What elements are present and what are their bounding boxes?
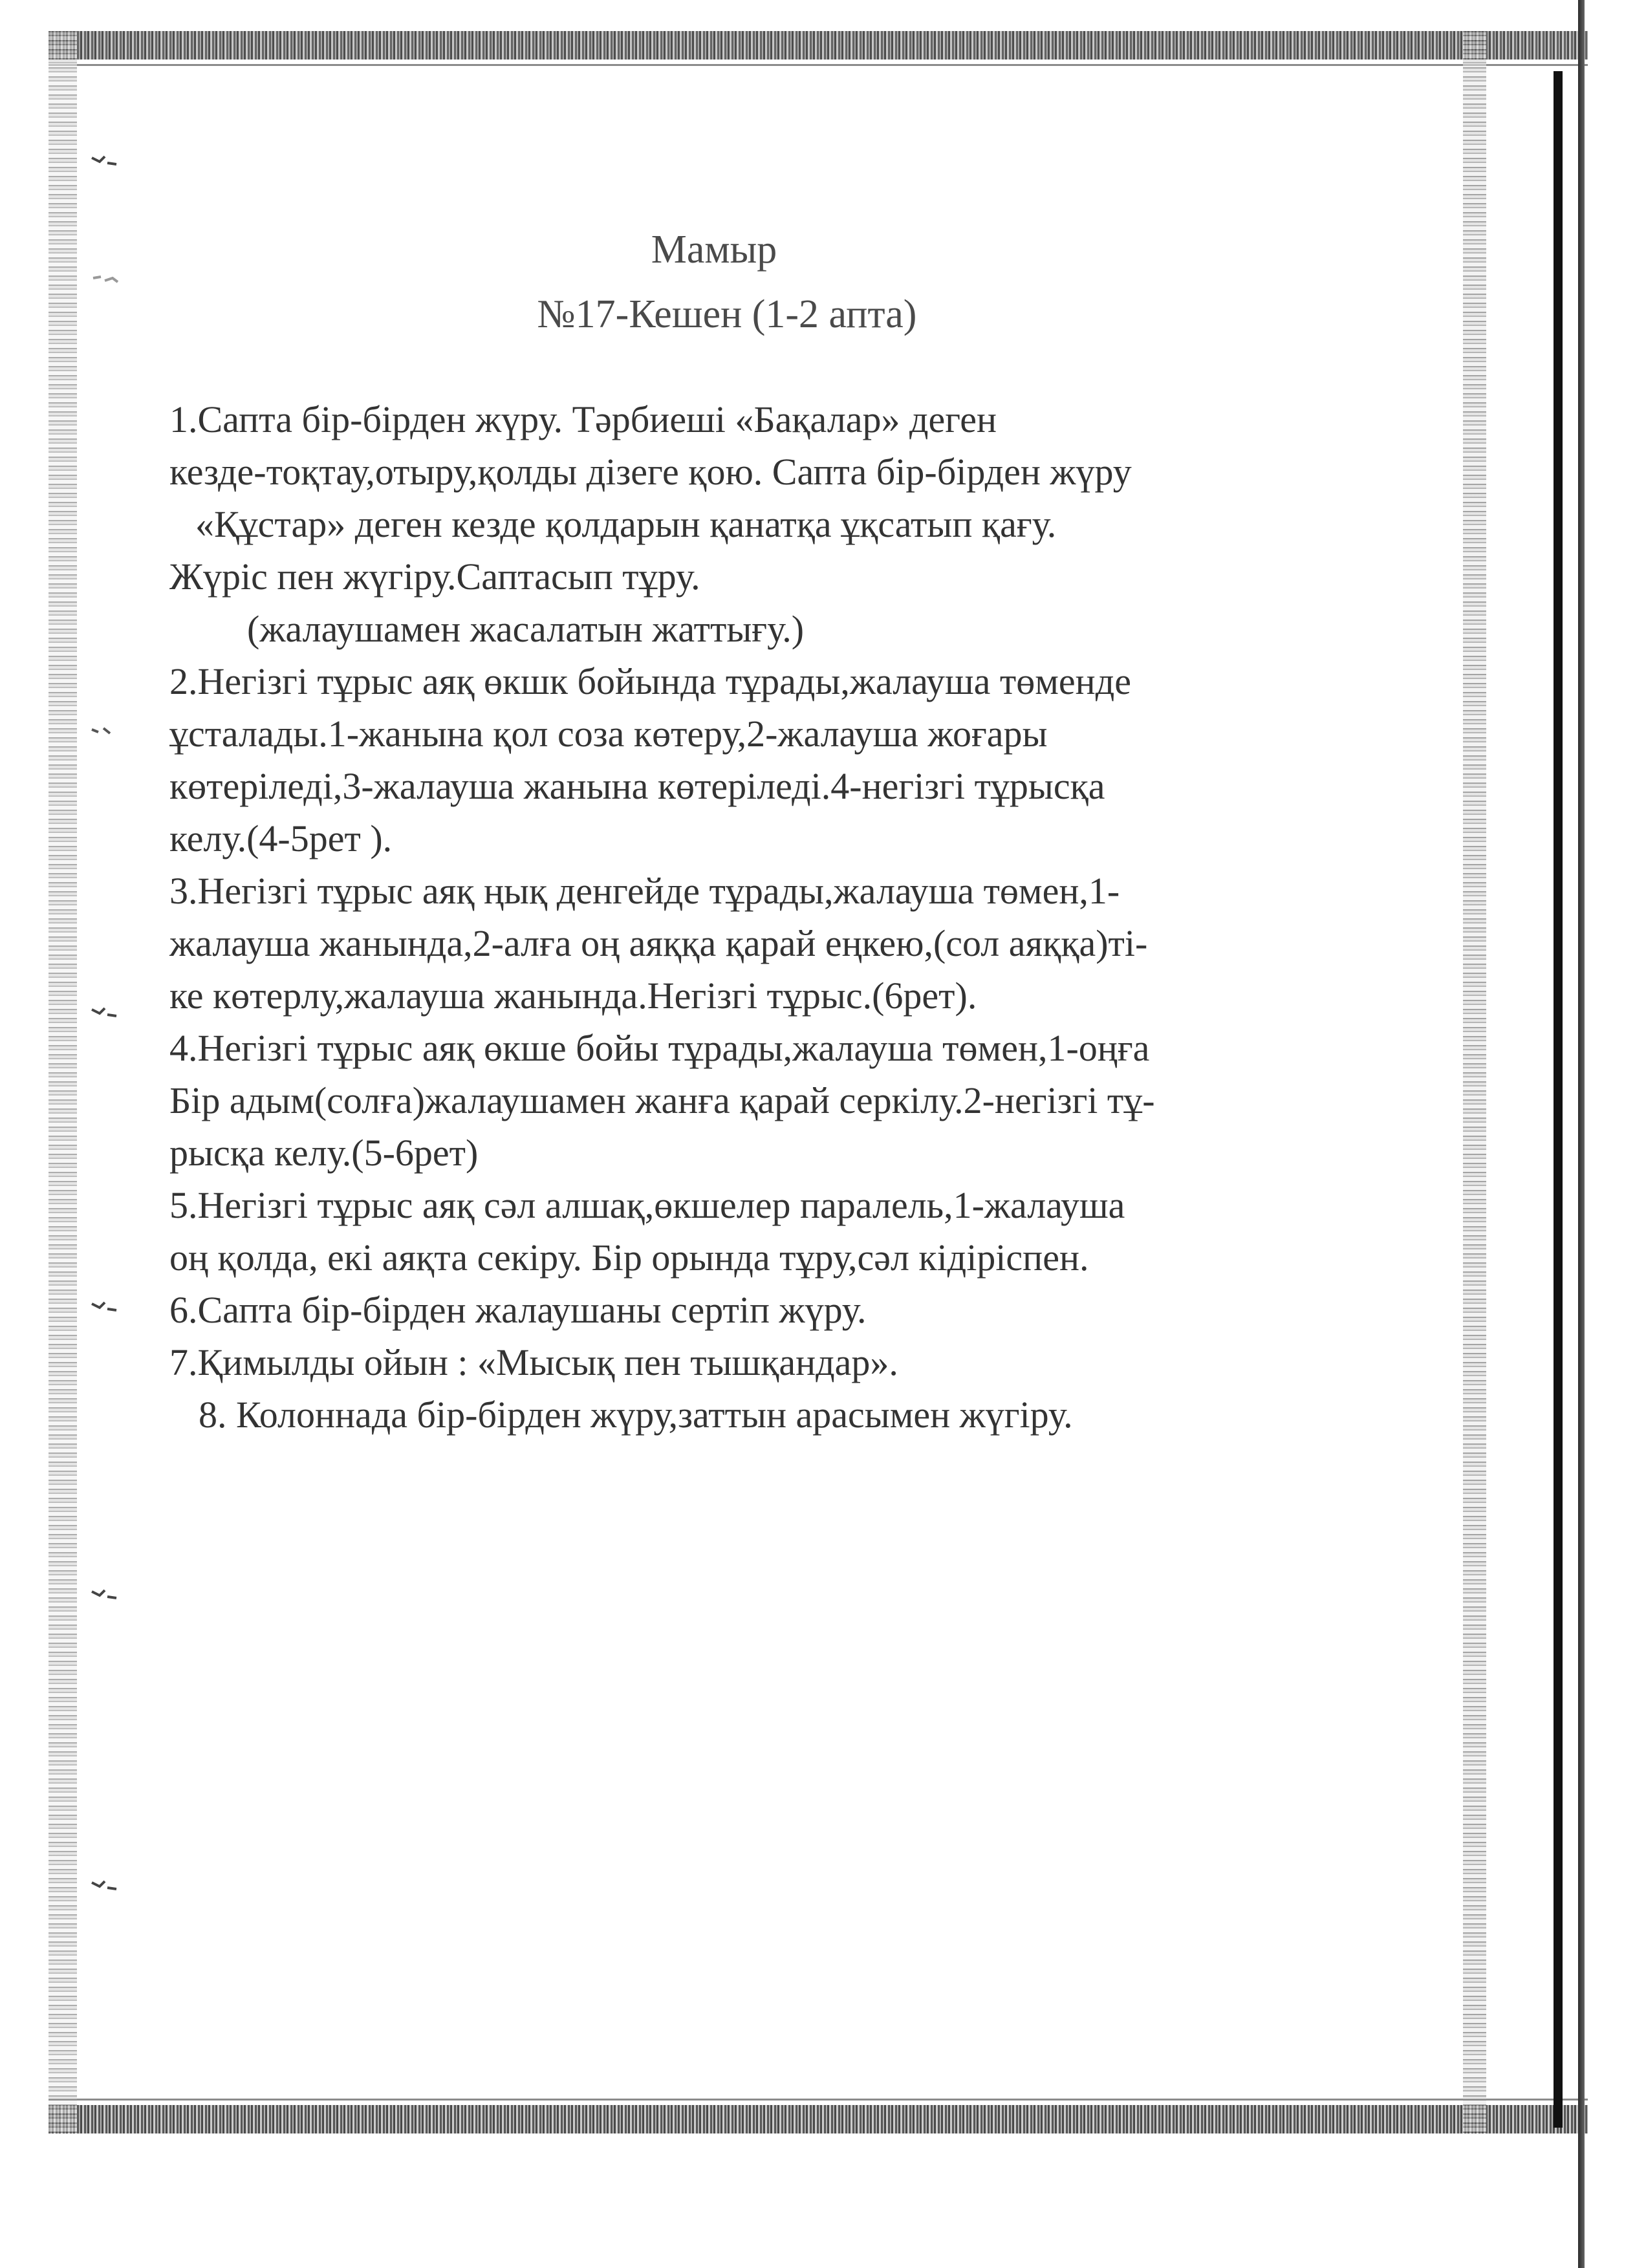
scan-edge-shadow	[1578, 0, 1585, 2268]
body-line: рысқа келу.(5-6рет)	[169, 1132, 479, 1174]
document-title-complex: №17-Кешен (1-2 апта)	[537, 292, 917, 336]
document-title-month: Мамыр	[651, 228, 777, 272]
body-line: Бір адым(солға)жалаушамен жанға қарай серкілу.2-негізгі тұ-	[169, 1079, 1155, 1121]
page-frame-right	[1463, 31, 1486, 2133]
body-line: ұсталады.1-жанына қол соза көтеру,2-жалауша жоғары	[169, 713, 1048, 755]
punch-hole-mark-icon	[91, 724, 136, 740]
body-line: оң қолда, екі аяқта секіру. Бір орында тұру,сәл кідіріспен.	[169, 1237, 1089, 1279]
body-line: 7.Қимылды ойын : «Мысық пен тышқандар».	[169, 1341, 898, 1383]
page-frame-bottom	[49, 2105, 1588, 2133]
page-frame-left	[49, 31, 77, 2133]
body-line: кезде-тоқтау,отыру,қолды дізеге қою. Сапта бір-бірден жүру	[169, 451, 1132, 493]
body-line: Жүріс пен жүгіру.Саптасып тұру.	[169, 556, 700, 598]
punch-hole-mark-icon	[91, 1588, 136, 1603]
body-line: «Құстар» деген кезде қолдарын қанатқа ұқсатып қағу.	[195, 503, 1057, 545]
scan-edge-bar	[1554, 71, 1563, 2128]
body-line: 3.Негізгі тұрыс аяқ ңық денгейде тұрады,жалауша төмен,1-	[169, 870, 1120, 912]
document-body	[169, 393, 1437, 1441]
punch-hole-mark-icon	[91, 1879, 136, 1894]
page-frame-top	[49, 31, 1588, 59]
body-line: 1.Сапта бір-бірден жүру. Тәрбиеші «Бақалар» деген	[169, 398, 997, 440]
body-line: (жалаушамен жасалатын жаттығу.)	[247, 608, 805, 650]
punch-hole-mark-icon	[91, 272, 136, 287]
body-line: көтеріледі,3-жалауша жанына көтеріледі.4-негізгі тұрысқа	[169, 765, 1105, 807]
body-line: 4.Негізгі тұрыс аяқ өкше бойы тұрады,жалауша төмен,1-оңға	[169, 1027, 1150, 1069]
punch-hole-mark-icon	[91, 1006, 136, 1021]
body-line: 8. Колоннада бір-бірден жүру,заттын арасымен жүгіру.	[199, 1394, 1073, 1436]
body-line: 5.Негізгі тұрыс аяқ сәл алшақ,өкшелер паралель,1-жалауша	[169, 1184, 1125, 1226]
body-line: жалауша жанында,2-алға оң аяққа қарай еңкею,(сол аяққа)ті-	[169, 922, 1148, 964]
body-line: 2.Негізгі тұрыс аяқ өкшк бойында тұрады,жалауша төменде	[169, 660, 1131, 702]
punch-hole-mark-icon	[91, 154, 136, 169]
body-line: 6.Сапта бір-бірден жалаушаны сертіп жүру.	[169, 1289, 867, 1331]
punch-hole-mark-icon	[91, 1300, 136, 1315]
body-line: келу.(4-5рет ).	[169, 817, 393, 859]
body-line: ке көтерлу,жалауша жанында.Негізгі тұрыс.(6рет).	[169, 975, 977, 1017]
